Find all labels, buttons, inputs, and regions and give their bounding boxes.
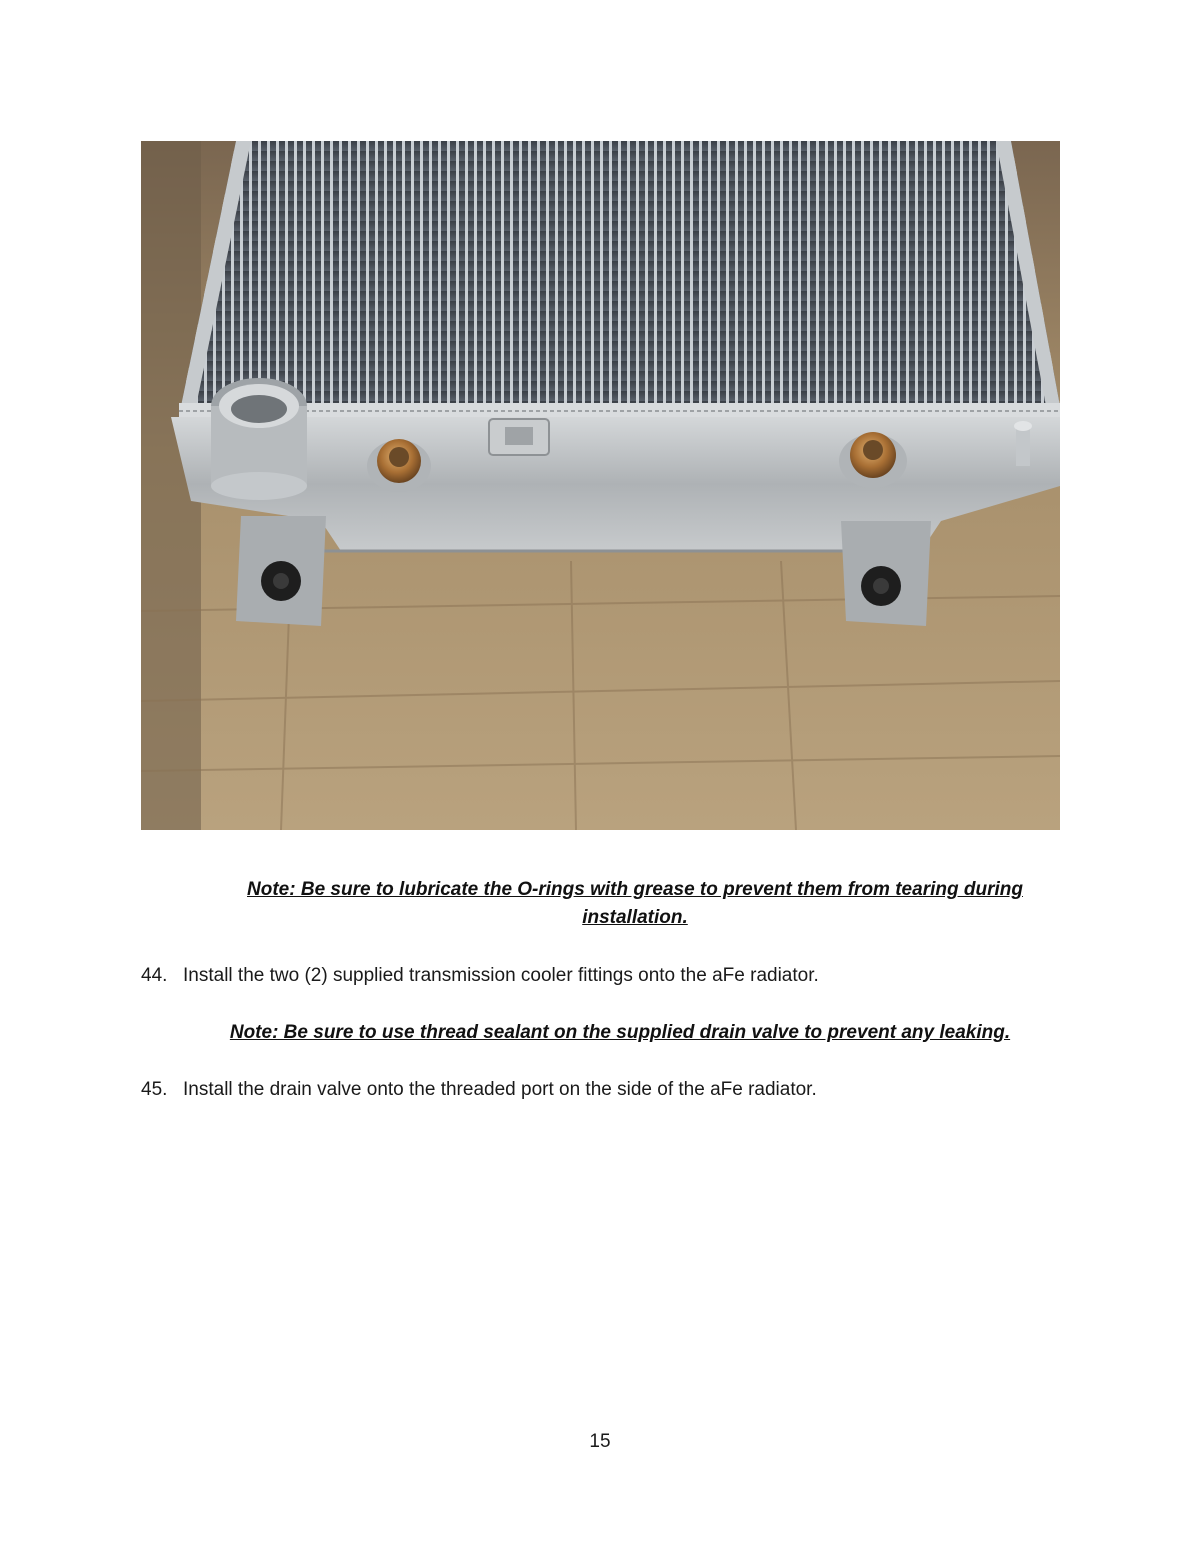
note-thread-sealant: Note: Be sure to use thread sealant on the supplied drain valve to prevent any leaking. (229, 1022, 1011, 1043)
step-45 (141, 1077, 817, 1103)
step-text: Install the two (2) supplied transmission cooler fittings onto the aFe radiator. (183, 965, 819, 986)
step-text: Install the drain valve onto the threaded port on the side of the aFe radiator. (183, 1079, 817, 1100)
step-number: 45. (141, 1079, 168, 1100)
step-44 (141, 963, 819, 989)
radiator-photo (141, 141, 1060, 830)
note-lubricate-o-rings: Note: Be sure to lubricate the O-rings with grease to prevent them from tearing during installation. (247, 879, 1023, 928)
step-number: 44. (141, 965, 168, 986)
page-number: 15 (589, 1431, 611, 1452)
